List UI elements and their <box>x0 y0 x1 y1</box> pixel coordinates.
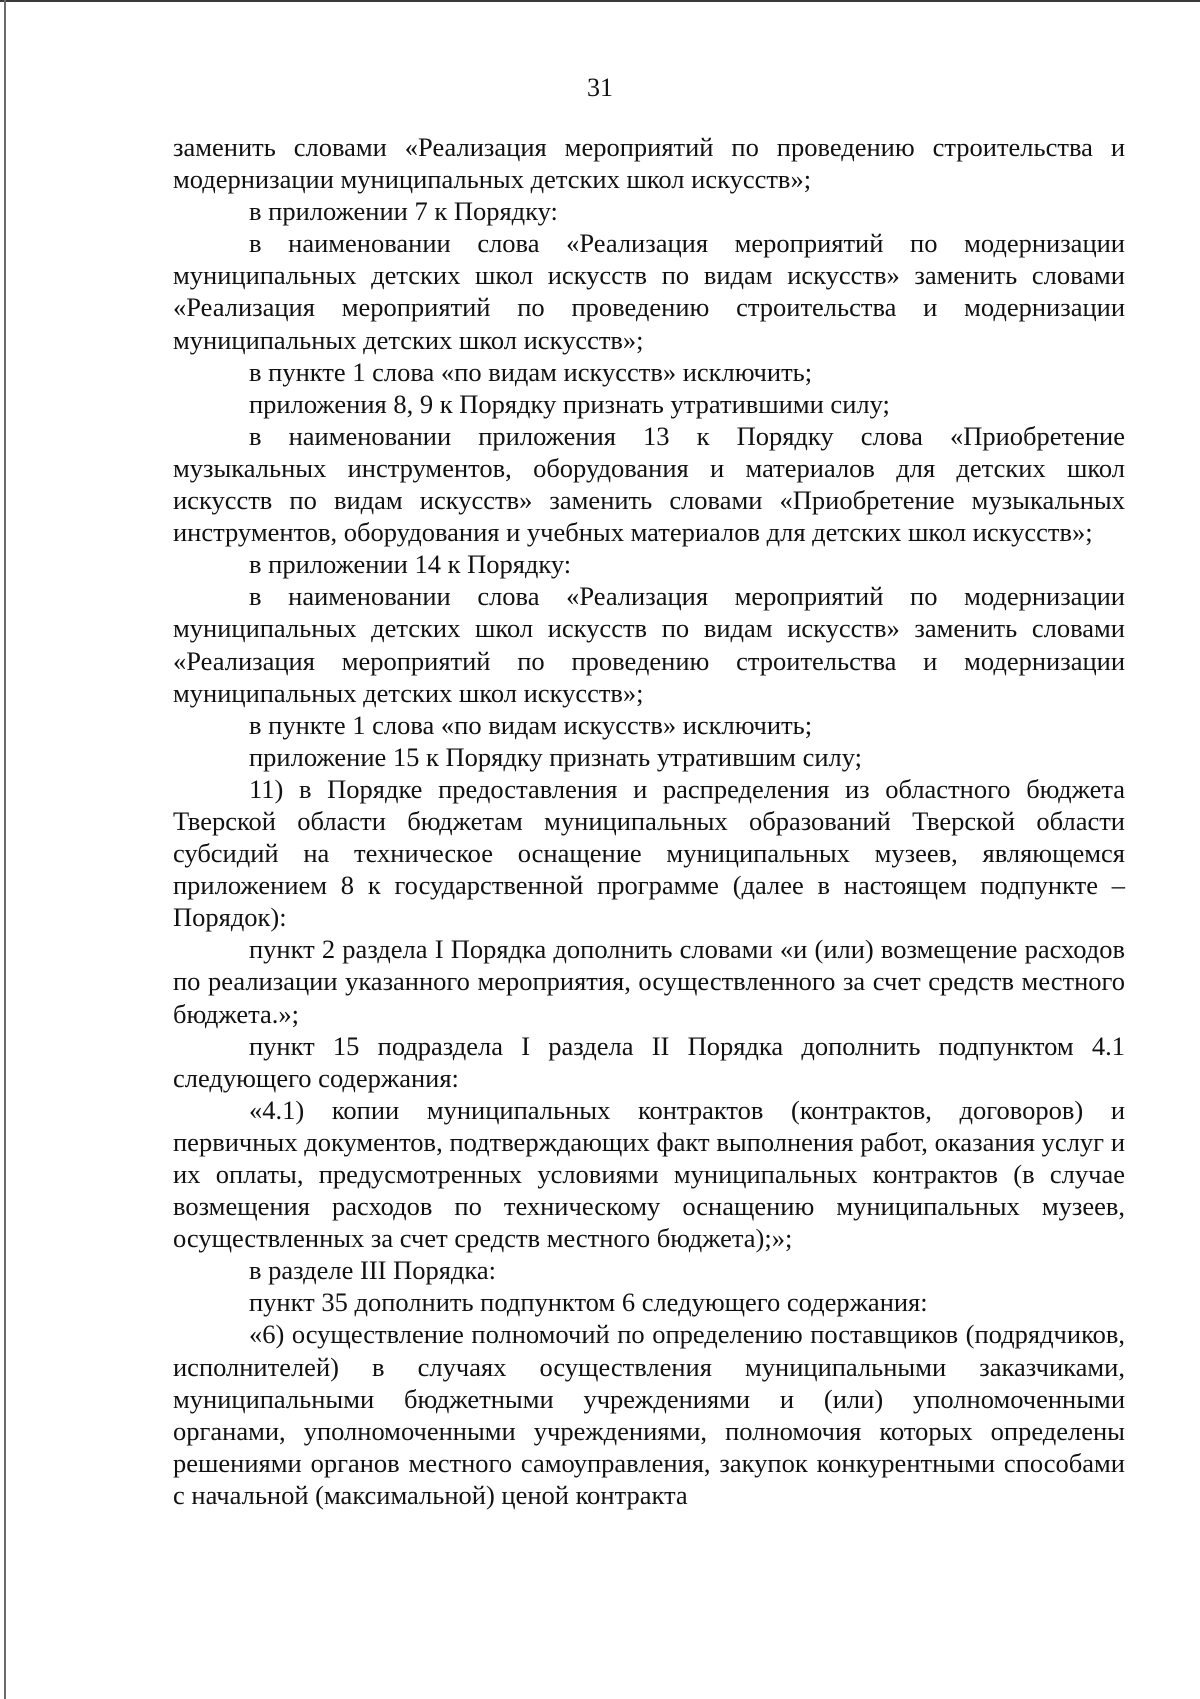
paragraph: приложения 8, 9 к Порядку признать утратившими силу; <box>249 388 890 419</box>
paragraph: в наименовании приложения 13 к Порядку слова «Приобретение музыкальных инструментов, оборудования и материалов для детских школ искусств по видам искусств» заменить словами «Приобретение музыкальных инструментов, оборудования и учебных материалов для детских школ искусств»; <box>173 420 1125 548</box>
document-body <box>173 131 1125 1511</box>
paragraph: 11) в Порядке предоставления и распределения из областного бюджета Тверской области бюджетам муниципальных образований Тверской области субсидий на техническое оснащение муниципальных музеев, являющемся приложением 8 к государственной программе (далее в настоящем подпункте – Порядок): <box>173 773 1125 933</box>
paragraph: пункт 15 подраздела I раздела II Порядка дополнить подпунктом 4.1 следующего содержания: <box>173 1030 1125 1093</box>
scan-top-edge <box>0 0 1200 2</box>
paragraph: заменить словами «Реализация мероприятий по проведению строительства и модернизации муниципальных детских школ искусств»; <box>173 132 1125 195</box>
paragraph: в наименовании слова «Реализация мероприятий по модернизации муниципальных детских школ искусств по видам искусств» заменить словами «Реализация мероприятий по проведению строительства и модернизации муниципальных детских школ искусств»; <box>173 228 1125 355</box>
paragraph: пункт 35 дополнить подпунктом 6 следующего содержания: <box>249 1287 928 1318</box>
paragraph: пункт 2 раздела I Порядка дополнить словами «и (или) возмещение расходов по реализации указанного мероприятия, осуществленного за счет средств местного бюджета.»; <box>173 934 1125 1029</box>
page-number: 31 <box>587 73 613 102</box>
paragraph: приложение 15 к Порядку признать утратившим силу; <box>249 741 863 772</box>
paragraph: в пункте 1 слова «по видам искусств» исключить; <box>249 356 813 387</box>
paragraph: в пункте 1 слова «по видам искусств» исключить; <box>249 709 813 740</box>
scan-left-edge <box>4 0 6 1699</box>
paragraph: в приложении 14 к Порядку: <box>249 549 572 580</box>
paragraph: в приложении 7 к Порядку: <box>249 196 558 227</box>
paragraph: «4.1) копии муниципальных контрактов (контрактов, договоров) и первичных документов, подтверждающих факт выполнения работ, оказания услуг и их оплаты, предусмотренных условиями муниципальных контрактов (в случае возмещения расходов по техническому оснащению муниципальных музеев, осуществленных за счет средств местного бюджета);»; <box>173 1094 1125 1254</box>
paragraph: в наименовании слова «Реализация мероприятий по модернизации муниципальных детских школ искусств по видам искусств» заменить словами «Реализация мероприятий по проведению строительства и модернизации муниципальных детских школ искусств»; <box>173 581 1125 708</box>
paragraph: в разделе III Порядка: <box>249 1255 497 1286</box>
paragraph: «6) осуществление полномочий по определению поставщиков (подрядчиков, исполнителей) в случаях осуществления муниципальными заказчиками, муниципальными бюджетными учреждениями и (или) уполномоченными органами, уполномоченными учреждениями, полномочия которых определены решениями органов местного самоуправления, закупок конкурентными способами с начальной (максимальной) ценой контракта <box>173 1319 1125 1510</box>
